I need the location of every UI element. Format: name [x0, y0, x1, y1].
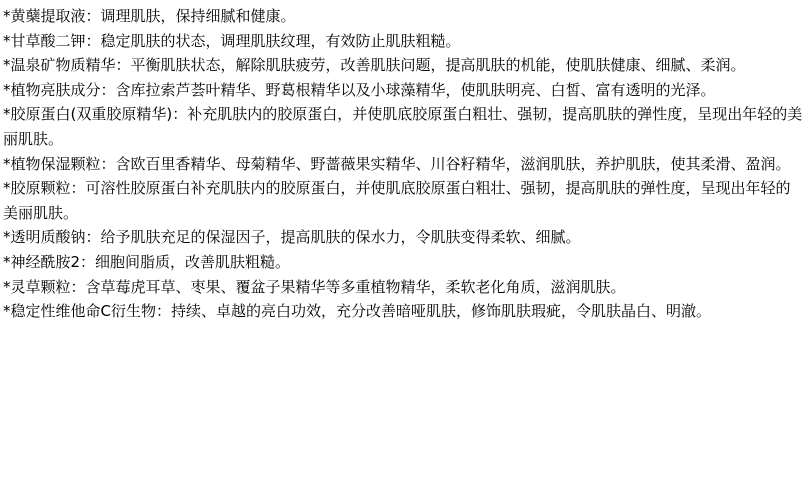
ingredient-plant-moisturizing-granules: *植物保湿颗粒：含欧百里香精华、母菊精华、野蔷薇果实精华、川谷籽精华，滋润肌肤，养护肌肤，使其柔滑、盈润。 — [3, 154, 791, 173]
ingredient-stable-vitamin-c-derivative: *稳定性维他命C衍生物：持续、卓越的亮白功效，充分改善暗哑肌肤，修饰肌肤瑕疵，令肌肤晶白、明澈。 — [3, 302, 711, 321]
ingredient-plant-brightening-complex: *植物亮肤成分：含库拉索芦荟叶精华、野葛根精华以及小球藻精华，使肌肤明亮、白皙、富有透明的光泽。 — [3, 80, 716, 99]
ingredient-collagen: *胶原蛋白(双重胶原精华)：补充肌肤内的胶原蛋白，并使肌底胶原蛋白粗壮、强韧，提高肌肤的弹性度，呈现出年轻的美丽肌肤。 — [3, 105, 803, 148]
ingredient-list — [3, 4, 803, 324]
ingredient-herbal-granules: *灵草颗粒：含草莓虎耳草、枣果、覆盆子果精华等多重植物精华，柔软老化角质，滋润肌肤。 — [3, 277, 626, 296]
ingredient-sodium-hyaluronate: *透明质酸钠：给予肌肤充足的保湿因子，提高肌肤的保水力，令肌肤变得柔软、细腻。 — [3, 228, 581, 247]
ingredient-collagen-granules: *胶原颗粒：可溶性胶原蛋白补充肌肤内的胶原蛋白，并使肌底胶原蛋白粗壮、强韧，提高肌肤的弹性度，呈现出年轻的美丽肌肤。 — [3, 179, 791, 222]
ingredient-dipotassium-glycyrrhizinate: *甘草酸二钾：稳定肌肤的状态，调理肌肤纹理，有效防止肌肤粗糙。 — [3, 31, 461, 50]
ingredient-huangbo-extract: *黄蘖提取液：调理肌肤，保持细腻和健康。 — [3, 7, 296, 25]
ingredient-ceramide-2: *神经酰胺2：细胞间脂质，改善肌肤粗糙。 — [3, 252, 291, 271]
ingredient-hot-spring-mineral-essence: *温泉矿物质精华：平衡肌肤状态，解除肌肤疲劳，改善肌肤问题，提高肌肤的机能，使肌肤健康、细腻、柔润。 — [3, 56, 746, 75]
